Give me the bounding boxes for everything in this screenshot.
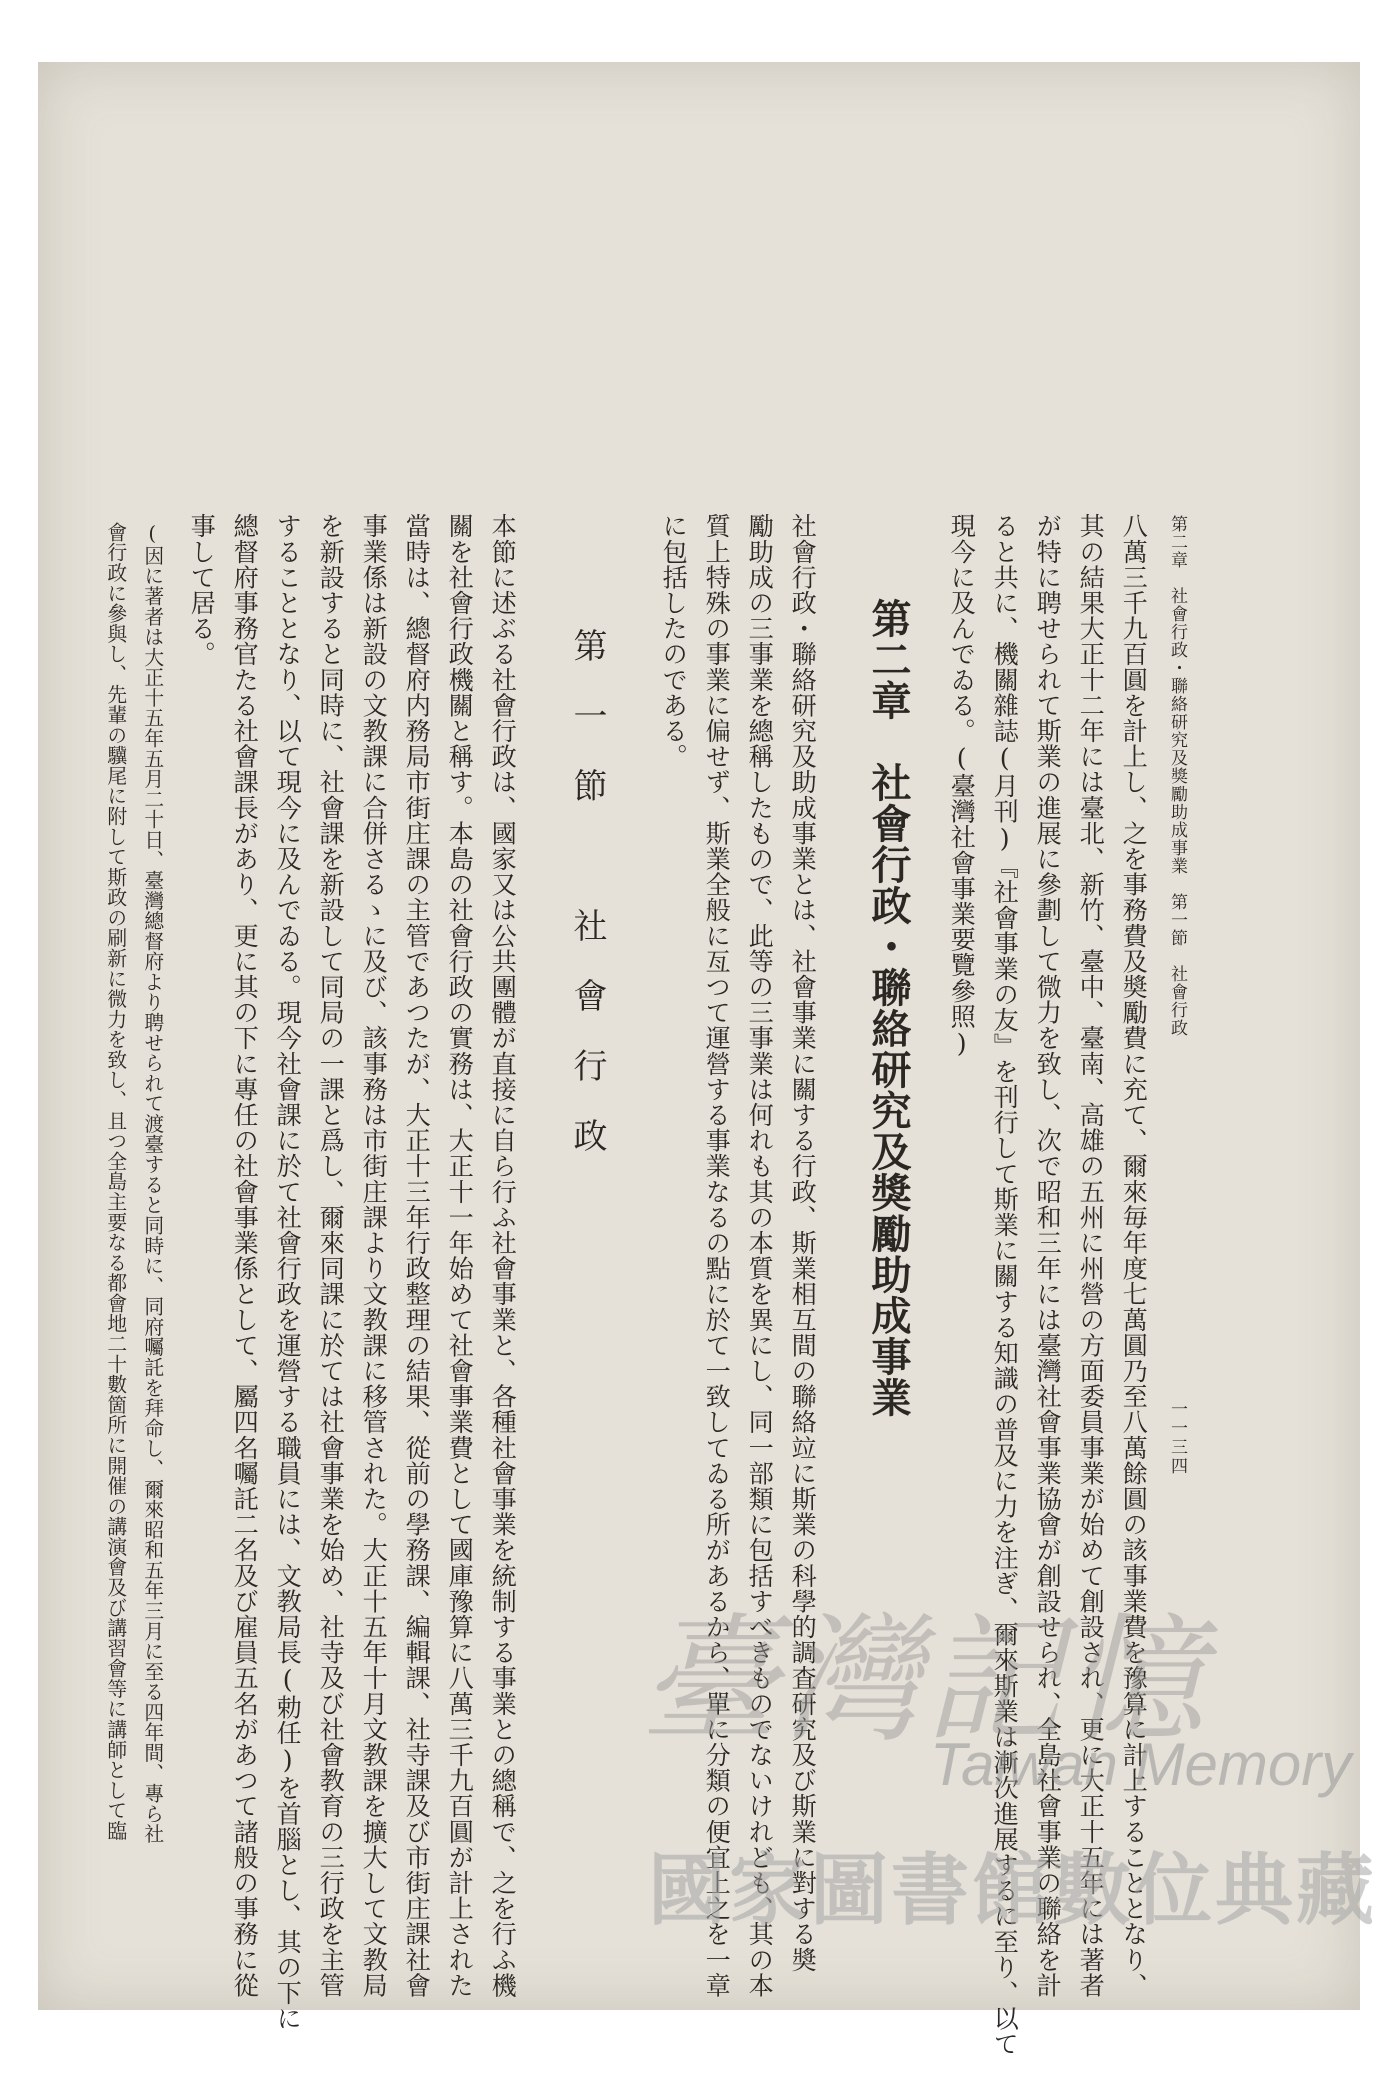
section-paragraph-line: を新設すると同時に、社會課を新設して同局の一課と爲し、爾來同課に於ては社會事業を始め、社寺及び社會教育の三行政を主管: [316, 513, 346, 1998]
intro-line: ると共に、機關雜誌(月刊)『社會事業の友』を刊行して斯業に關する知識の普及に力を注ぎ、爾來斯業は漸次進展するに至り、以て: [990, 513, 1020, 2057]
intro-line: 八萬三千九百圓を計上し、之を事務費及奬勵費に充て、爾來毎年度七萬圓乃至八萬餘圓の該事業費を豫算に計上することとなり、: [1119, 513, 1149, 1998]
watermark-english-text: Taiwan Memory: [930, 1731, 1352, 1798]
footnote-line: (因に著者は大正十五年五月二十日、臺灣總督府より聘せられて渡臺すると同時に、同府囑託を拜命し、爾來昭和五年三月に至る四年間、專ら社: [140, 522, 164, 1845]
intro-line: が特に聘せられて斯業の進展に參劃して微力を致し、次で昭和三年には臺灣社會事業協會が創設せられ、全島社會事業の聯絡を計: [1033, 513, 1063, 1998]
section-title: 第一節 社會行政: [567, 628, 607, 1188]
running-header: 第二章 社會行政・聯絡研究及獎勵助成事業 第一節 社會行政: [1167, 515, 1187, 1037]
footnote-line: 會行政に參與し、先輩の驥尾に附して斯政の刷新に微力を致し、且つ全島主要なる都會地二十數箇所に開催の講演會及び講習會等に講師として臨: [103, 522, 127, 1841]
page-number: 一一三四: [1167, 1400, 1187, 1476]
section-paragraph-line: 本節に述ぶる社會行政は、國家又は公共團體が直接に自ら行ふ社會事業と、各種社會事業を統制する事業との總稱で、之を行ふ機: [488, 513, 518, 1998]
section-paragraph-line: 關を社會行政機關と稱す。本島の社會行政の實務は、大正十一年始めて社會事業費として國庫豫算に八萬三千九百圓が計上された: [445, 513, 475, 1998]
chapter-paragraph-line: 質上特殊の事業に偏せず、斯業全般に亙つて運營する事業なるの點に於て一致してゐる所があるから、單に分類の便宜上之を一章: [702, 513, 732, 1998]
section-paragraph-line: 當時は、總督府内務局市街庄課の主管であつたが、大正十三年行政整理の結果、從前の學務課、編輯課、社寺課及び市街庄課社會: [402, 513, 432, 1998]
intro-line: 現今に及んでゐる。(臺灣社會事業要覽參照): [947, 513, 977, 1059]
chapter-paragraph-line: に包括したのである。: [659, 513, 689, 769]
chapter-paragraph-line: 社會行政・聯絡研究及助成事業とは、社會事業に關する行政、斯業相互間の聯絡竝に斯業の科學的調査研究及び斯業に對する奬: [788, 513, 818, 1973]
section-paragraph-line: 總督府事務官たる社會課長があり、更に其の下に專任の社會事業係として、屬四名囑託二名及び雇員五名があつて諸般の事務に從: [230, 513, 260, 1998]
chapter-paragraph-line: 勵助成の三事業を總稱したもので、此等の三事業は何れも其の本質を異にし、同一部類に包括すべきものでないけれども、其の本: [745, 513, 775, 1998]
watermark-library-name: 國家圖書館數位典藏: [648, 1846, 1378, 1936]
intro-line: 其の結果大正十二年には臺北、新竹、臺中、臺南、高雄の五州に州營の方面委員事業が始めて創設され、更に大正十五年には著者: [1076, 513, 1106, 1998]
chapter-title: 第二章 社會行政・聯絡研究及獎勵助成事業: [865, 598, 912, 1418]
section-paragraph-line: することとなり、以て現今に及んでゐる。現今社會課に於て社會行政を運營する職員には、文教局長(勅任)を首腦とし、其の下に: [273, 513, 303, 2031]
section-paragraph-line: 事して居る。: [187, 513, 217, 667]
watermark-logo-text: 臺灣記憶: [640, 1600, 1209, 1761]
section-paragraph-line: 事業係は新設の文教課に合併さるゝに及び、該事務は市街庄課より文教課に移管された。大正十五年十月文教課を擴大して文教局: [359, 513, 389, 1998]
